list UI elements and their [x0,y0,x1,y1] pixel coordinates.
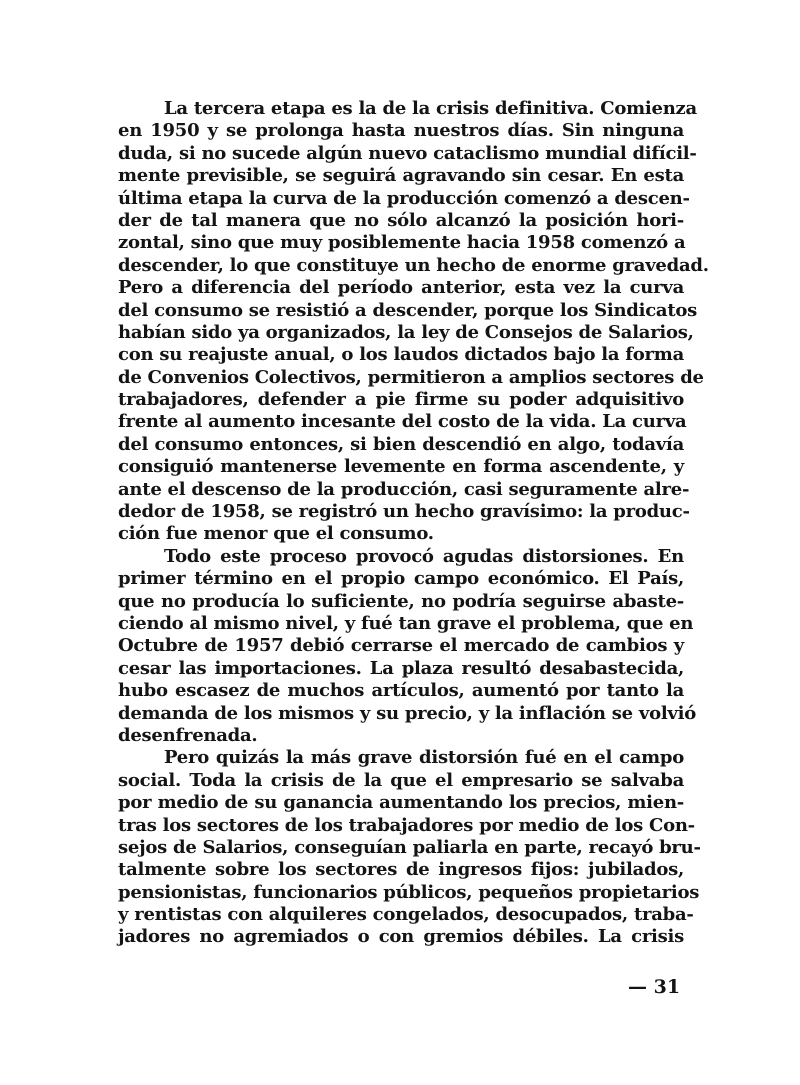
text-line: Pero a diferencia del período anterior, esta vez la curva [118,277,684,299]
text-line: habían sido ya organizados, la ley de Consejos de Salarios, [118,321,694,343]
paragraph [118,545,696,748]
text-line: del consumo entonces, si bien descendió en algo, todavía [118,433,684,455]
text-line: y rentistas con alquileres congelados, desocupados, traba- [118,904,694,926]
paragraph [118,98,709,546]
text-line: talmente sobre los sectores de ingresos fijos: jubilados, [118,859,684,881]
text-line: Todo este proceso provocó agudas distorsiones. En [164,545,684,567]
text-line: primer término en el propio campo económico. El País, [118,568,684,590]
text-line: sejos de Salarios, conseguían paliarla en parte, recayó bru- [118,836,701,858]
text-line: ción fue menor que el consumo. [118,523,434,545]
text-line: pensionistas, funcionarios públicos, pequeños propietarios [118,881,700,903]
text-line: con su reajuste anual, o los laudos dictados bajo la forma [118,344,684,366]
text-line: ante el descenso de la producción, casi seguramente alre- [118,478,690,500]
text-line: de Convenios Colectivos, permitieron a amplios sectores de [118,366,704,388]
text-line: demanda de los mismos y su precio, y la inflación se volvió [118,702,696,724]
text-line: der de tal manera que no sólo alcanzó la posición hori- [118,209,684,231]
text-line: jadores no agremiados o con gremios débiles. La crisis [118,926,684,948]
text-line: Octubre de 1957 debió cerrarse el mercado de cambios y [118,635,684,657]
page-body [118,98,709,949]
text-line: por medio de su ganancia aumentando los precios, mien- [118,792,684,814]
text-line: descender, lo que constituye un hecho de enorme gravedad. [118,254,709,276]
text-line: mente previsible, se seguirá agravando sin cesar. En esta [118,165,684,187]
text-line: que no producía lo suficiente, no podría seguirse abaste- [118,590,684,612]
text-line: tras los sectores de los trabajadores por medio de los Con- [118,814,695,836]
text-line: La tercera etapa es la de la crisis definitiva. Comienza [164,98,697,119]
text-line: desenfrenada. [118,724,258,746]
text-line: última etapa la curva de la producción comenzó a descen- [118,187,690,209]
page-number: — 31 [628,976,681,998]
text-line: dedor de 1958, se registró un hecho gravísimo: la produc- [118,501,690,523]
text-line: Pero quizás la más grave distorsión fué en el campo [164,747,684,769]
text-line: hubo escasez de muchos artículos, aumentó por tanto la [118,680,684,702]
paragraph [118,747,701,949]
text-line: zontal, sino que muy posiblemente hacia 1958 comenzó a [118,232,686,254]
text-line: frente al aumento incesante del costo de la vida. La curva [118,411,687,433]
text-line: consiguió mantenerse levemente en forma ascendente, y [118,456,684,478]
text-line: en 1950 y se prolonga hasta nuestros días. Sin ninguna [118,120,684,142]
text-line: ciendo al mismo nivel, y fué tan grave el problema, que en [118,612,694,634]
text-line: cesar las importaciones. La plaza resultó desabastecida, [118,657,684,679]
text-line: social. Toda la crisis de la que el empresario se salvaba [118,769,684,791]
text-line: duda, si no sucede algún nuevo cataclismo mundial difícil- [118,142,697,164]
text-line: trabajadores, defender a pie firme su poder adquisitivo [118,389,684,411]
text-line: del consumo se resistió a descender, porque los Sindicatos [118,299,698,321]
